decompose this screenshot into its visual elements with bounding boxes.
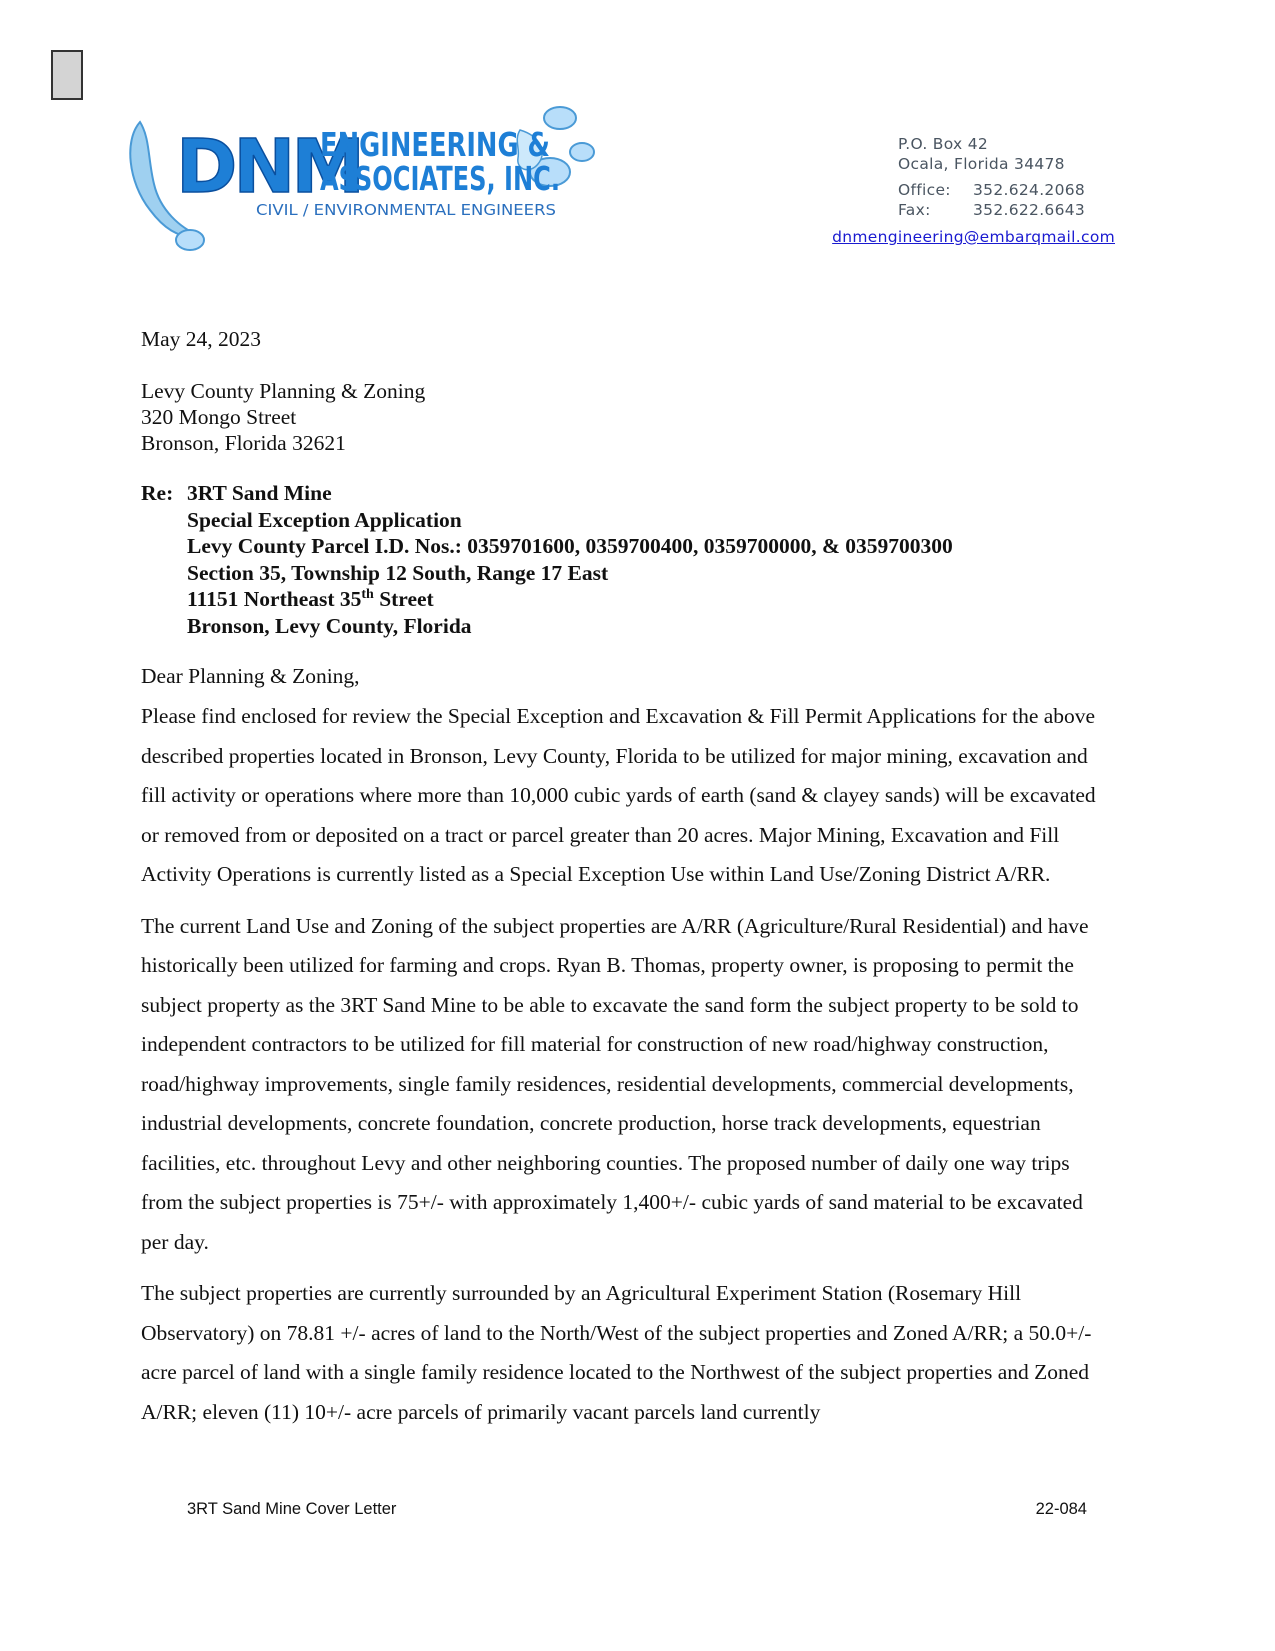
letterhead-contact: [898, 134, 1085, 220]
footer-number: 22-084: [1035, 1500, 1087, 1518]
body-paragraph: The current Land Use and Zoning of the subject properties are A/RR (Agriculture/Rural Residential) and have historically been utilized for farming and crops. Ryan B. Thomas, property owner, is proposing to permit the subject property as the 3RT Sand Mine to be able to excavate the sand form the subject property to be sold to independent contractors to be utilized for fill material for construction of new road/highway construction, road/highway improvements, single family residences, residential developments, commercial developments, industrial developments, concrete foundation, concrete production, horse track developments, equestrian facilities, etc. throughout Levy and other neighboring counties. The proposed number of daily one way trips from the subject properties is 75+/- with approximately 1,400+/- cubic yards of sand material to be excavated per day.: [141, 913, 1089, 1254]
footer-title: 3RT Sand Mine Cover Letter: [187, 1500, 397, 1518]
water-drop-1: [176, 230, 204, 250]
subject-line: Section 35, Township 12 South, Range 17 East: [187, 560, 609, 585]
office-row: [898, 180, 1085, 200]
subject-line: Special Exception Application: [187, 507, 462, 532]
logo-line2: ASSOCIATES, INC.: [320, 159, 560, 198]
office-phone: 352.624.2068: [973, 181, 1086, 199]
body-paragraph: The subject properties are currently surrounded by an Agricultural Experiment Station (Rosemary Hill Observatory) on 78.81 +/- acres of land to the North/West of the subject properties and Zoned A/RR; a 50.0+/- acre parcel of land with a single family residence located to the Northwest of the subject properties and Zoned A/RR; eleven (11) 10+/- acre parcels of primarily vacant parcels land currently: [141, 1281, 1092, 1424]
recipient-address: [141, 378, 1101, 456]
subject-block: [141, 480, 1101, 639]
fax-phone: 352.622.6643: [973, 201, 1086, 219]
recipient-line: 320 Mongo Street: [141, 405, 297, 429]
corner-marker: [51, 50, 83, 100]
po-box: P.O. Box 42: [898, 135, 989, 153]
recipient-line: Bronson, Florida 32621: [141, 431, 346, 455]
office-label: Office:: [898, 181, 951, 199]
water-drop-3: [570, 143, 594, 161]
fax-label: Fax:: [898, 201, 931, 219]
logo-initials: DNM: [176, 124, 361, 210]
letter-date: May 24, 2023: [141, 327, 262, 351]
subject-line-address: 11151 Northeast 35th Street: [187, 586, 434, 611]
logo-tagline: CIVIL / ENVIRONMENTAL ENGINEERS: [256, 201, 556, 219]
subject-line: Bronson, Levy County, Florida: [187, 613, 472, 638]
logo-line1: ENGINEERING &: [320, 125, 550, 164]
fax-row: [898, 200, 1085, 220]
recipient-line: Levy County Planning & Zoning: [141, 379, 426, 403]
re-label: Re:: [141, 481, 174, 505]
salutation: Dear Planning & Zoning,: [141, 664, 360, 688]
city-line: Ocala, Florida 34478: [898, 155, 1065, 173]
company-logo: [120, 100, 640, 260]
subject-line: Levy County Parcel I.D. Nos.: 0359701600, 0359700400, 0359700000, & 0359700300: [187, 534, 953, 558]
letter-body: [141, 326, 1101, 1432]
subject-line: 3RT Sand Mine: [187, 481, 332, 505]
email-link[interactable]: dnmengineering@embarqmail.com: [832, 228, 1115, 246]
body-paragraph: Please find enclosed for review the Special Exception and Excavation & Fill Permit Applications for the above described properties located in Bronson, Levy County, Florida to be utilized for major mining, excavation and fill activity or operations where more than 10,000 cubic yards of earth (sand & clayey sands) will be excavated or removed from or deposited on a tract or parcel greater than 20 acres. Major Mining, Excavation and Fill Activity Operations is currently listed as a Special Exception Use within Land Use/Zoning District A/RR.: [141, 704, 1096, 886]
